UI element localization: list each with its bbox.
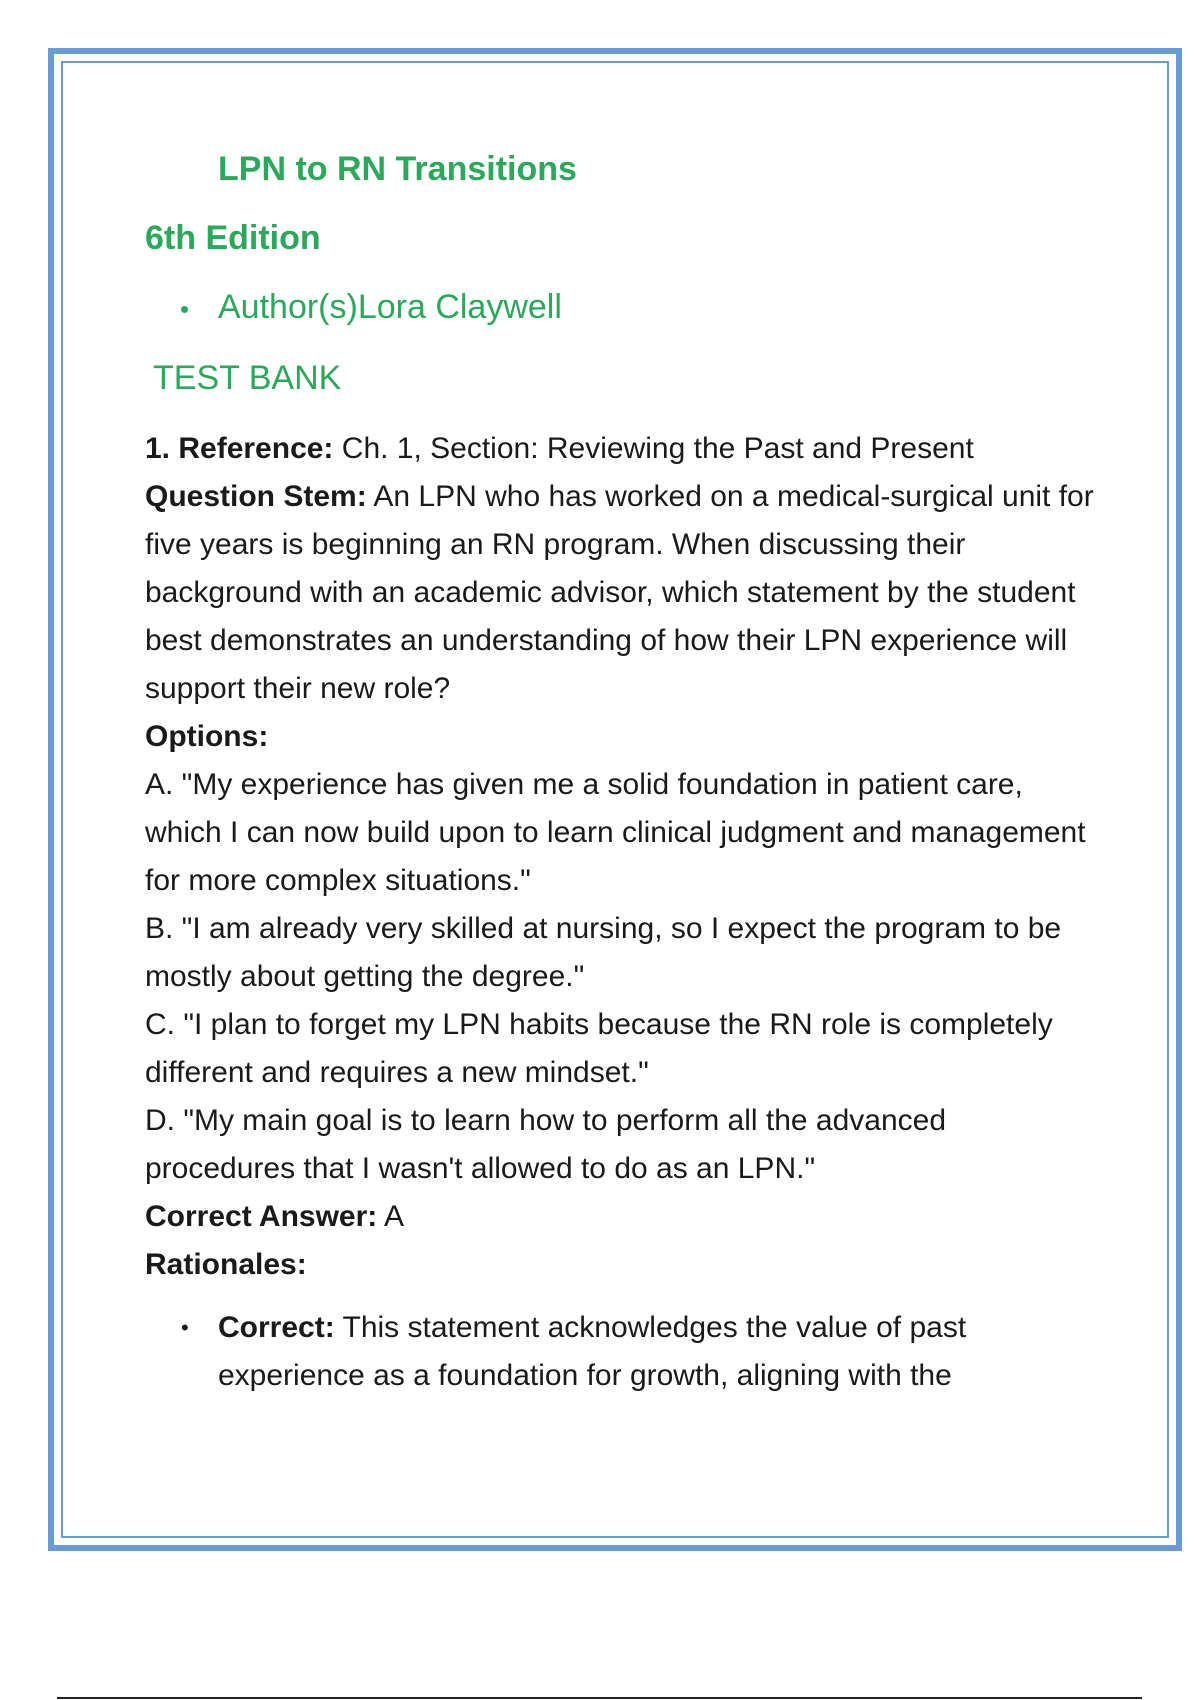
correct-answer-line — [145, 1193, 1095, 1241]
option-c: C. "I plan to forget my LPN habits because the RN role is completely different and requires a new mindset." — [145, 1008, 1053, 1089]
rationale-text: This statement acknowledges the value of past experience as a foundation for growth, aligning with the — [218, 1311, 967, 1392]
option-b: B. "I am already very skilled at nursing, so I expect the program to be mostly about getting the degree." — [145, 912, 1062, 993]
bottom-divider — [57, 1697, 1142, 1699]
rationales-heading: Rationales: — [145, 1248, 307, 1281]
answer-label: Correct Answer: — [145, 1200, 378, 1233]
author-name: Author(s)Lora Claywell — [218, 288, 562, 326]
question-block — [145, 425, 1095, 1400]
rationale-label: Correct: — [218, 1311, 335, 1344]
bullet-icon: • — [181, 1315, 189, 1340]
test-bank-heading: TEST BANK — [153, 359, 342, 397]
stem-label: Question Stem: — [145, 480, 367, 513]
reference-label: 1. Reference: — [145, 432, 334, 465]
question-stem — [145, 473, 1095, 713]
reference-text: Ch. 1, Section: Reviewing the Past and Present — [333, 432, 974, 465]
answer-value: A — [377, 1200, 404, 1233]
option-d: D. "My main goal is to learn how to perform all the advanced procedures that I wasn't allowed to do as an LPN." — [145, 1104, 947, 1185]
book-title: LPN to RN Transitions — [218, 150, 577, 188]
options-heading: Options: — [145, 720, 269, 753]
book-edition: 6th Edition — [145, 219, 321, 257]
reference-line — [145, 425, 1095, 473]
option-a: A. "My experience has given me a solid foundation in patient care, which I can now build upon to learn clinical judgment and management for more complex situations." — [145, 768, 1086, 897]
stem-text: An LPN who has worked on a medical-surgical unit for five years is beginning an RN program. When discussing their background with an academic advisor, which statement by the student best demonstrates an understanding of how their LPN experience will support their new role? — [145, 480, 1094, 705]
author-list-item — [180, 288, 562, 327]
rationale-item — [145, 1304, 1095, 1400]
bullet-icon: • — [180, 293, 190, 324]
